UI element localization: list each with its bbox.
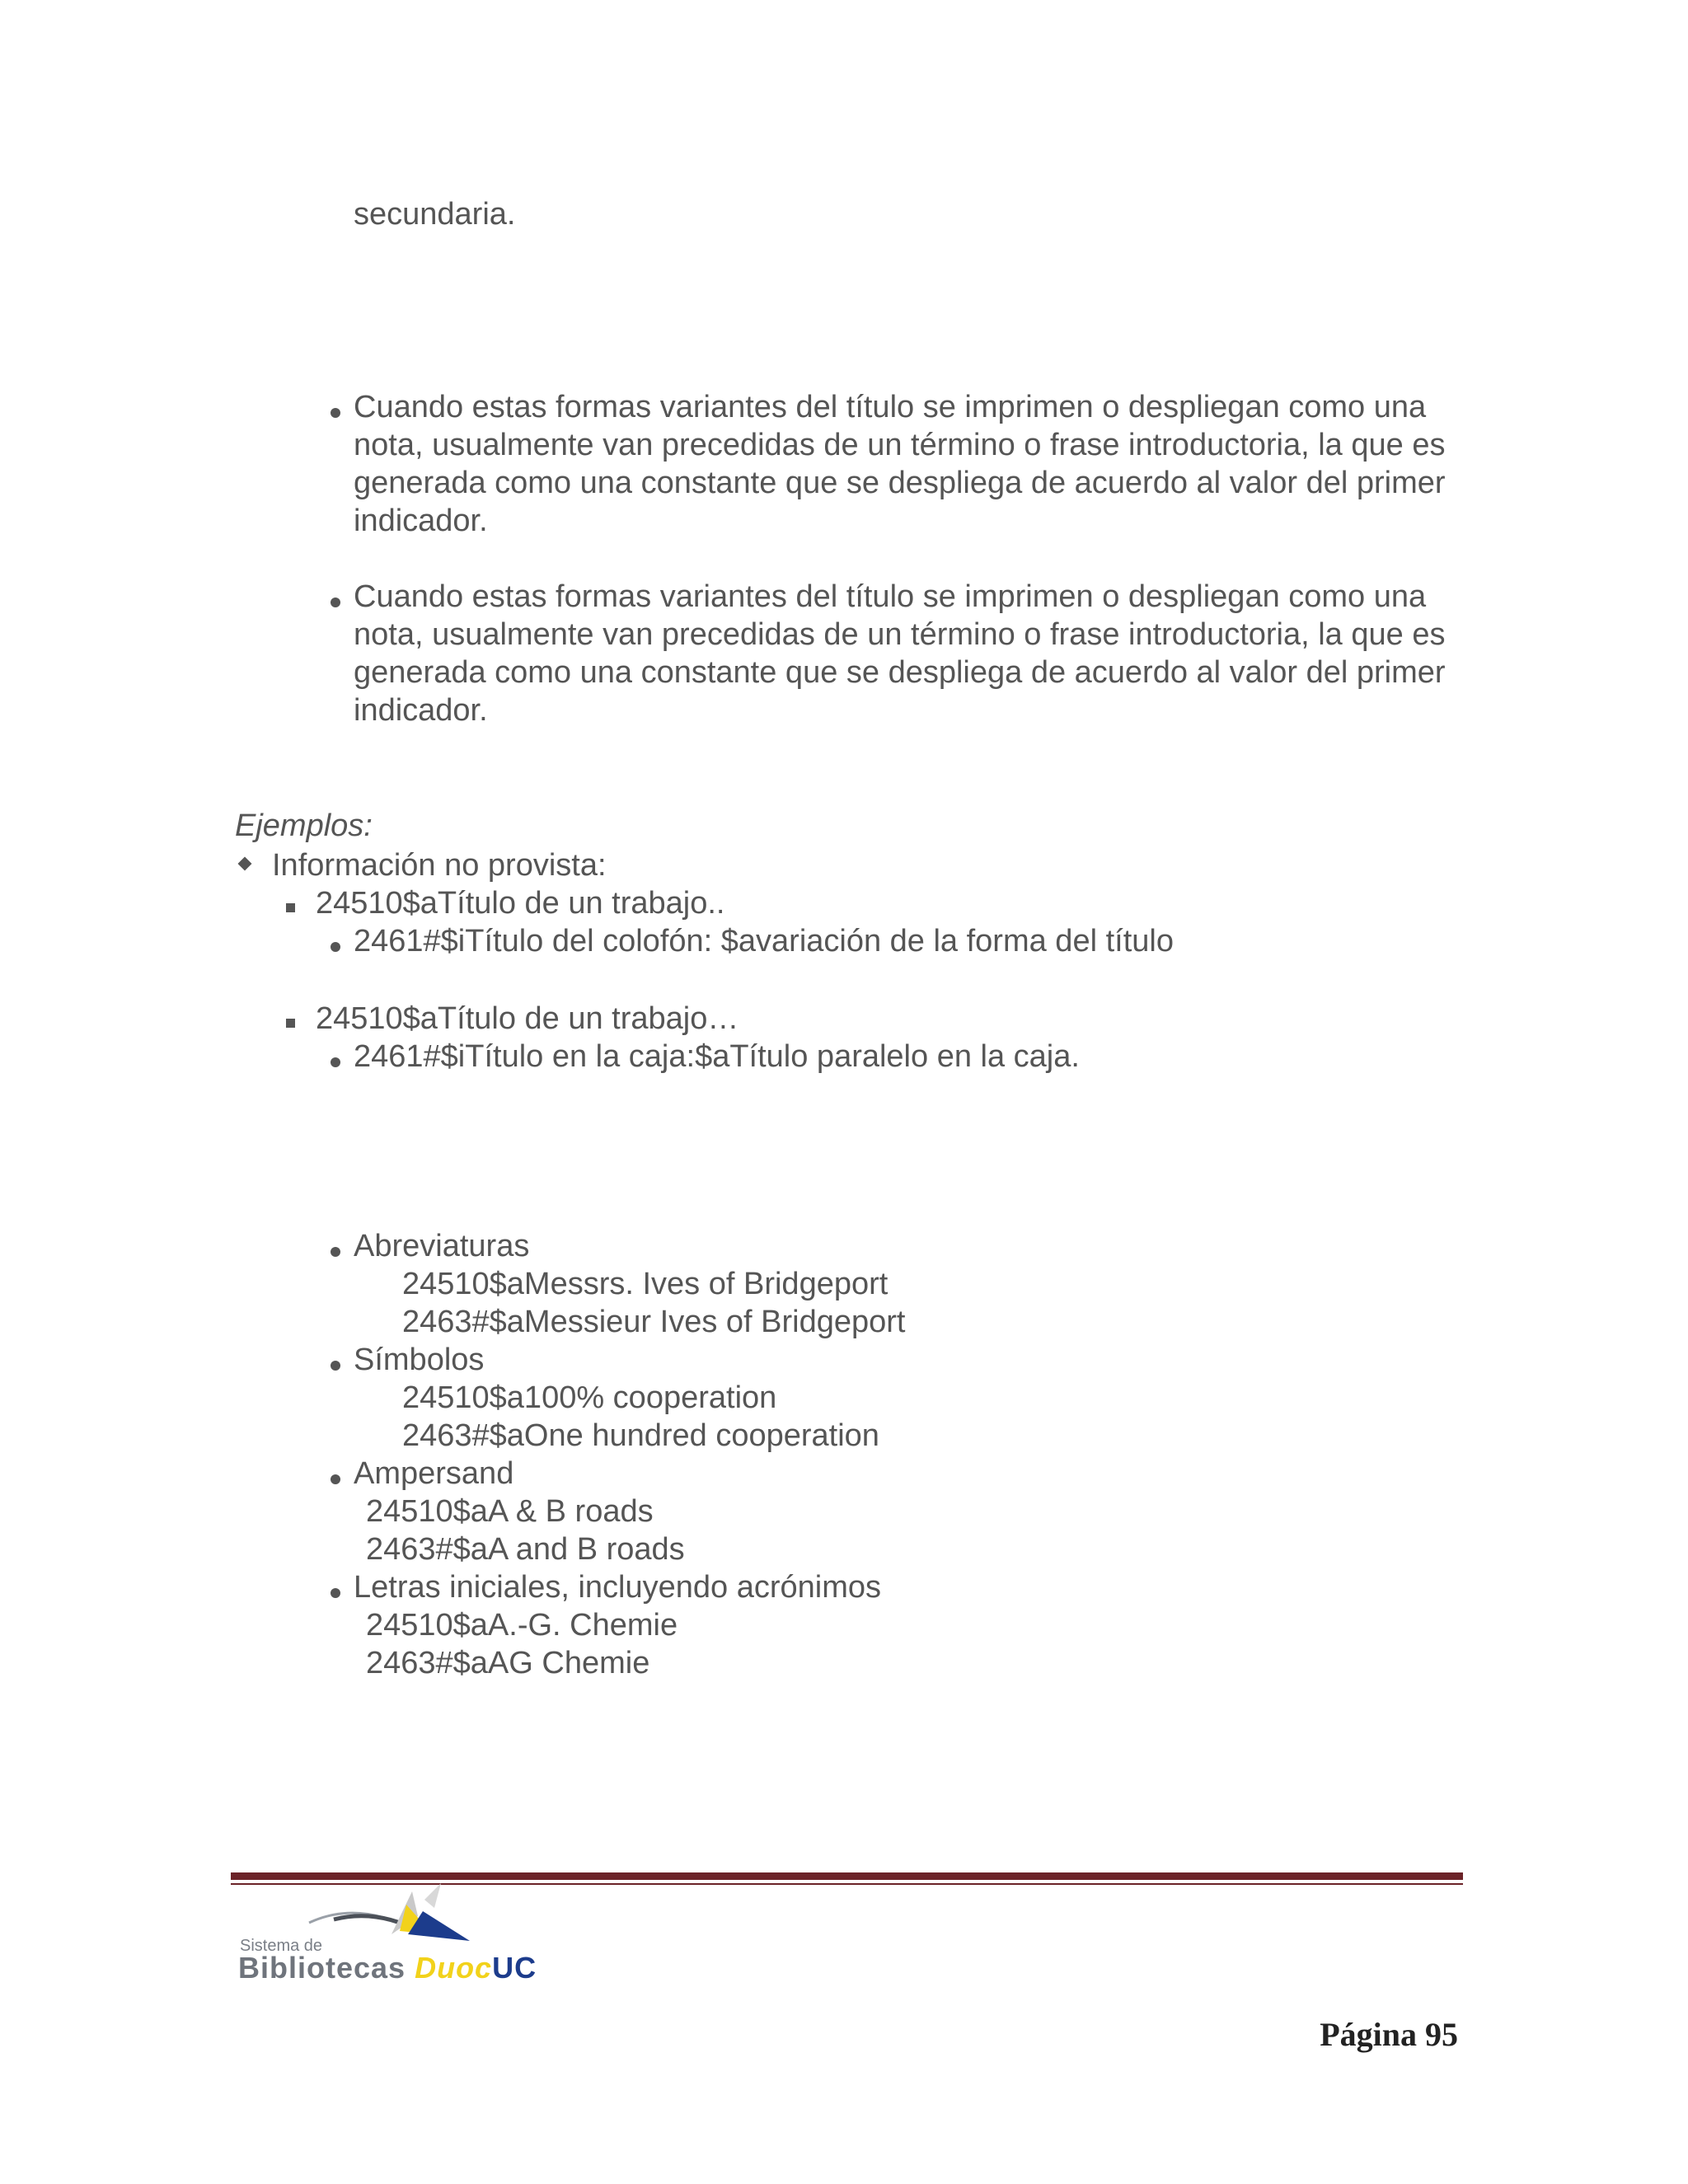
case-line: 24510$aA & B roads [366,1494,654,1529]
case-line: 2463#$aAG Chemie [366,1646,650,1680]
bullet-dot-icon [331,1057,340,1067]
logo-uc: UC [492,1951,537,1985]
case-line: 24510$a100% cooperation [402,1380,777,1415]
case-line: 24510$aA.-G. Chemie [366,1608,678,1643]
bullet-dot-icon [331,1474,340,1484]
case-line: 2463#$aA and B roads [366,1532,685,1567]
case-label: Ampersand [354,1456,514,1491]
bullet-dot-icon [331,1361,340,1371]
example-field: 24510$aTítulo de un trabajo.. [316,886,725,921]
case-label: Símbolos [354,1343,485,1377]
paragraph-1: Cuando estas formas variantes del título se imprimen o despliegan como una nota, usualmente van precedidas de un término o frase introductoria, la que es generada como una constante que se despliega de acuerdo al valor del primer indicador. [354,390,1446,538]
logo-swoosh-icon [301,1883,515,1949]
bullet-dot-icon [331,598,340,607]
case-label: Abreviaturas [354,1229,530,1263]
diamond-bullet-icon [238,857,252,871]
square-bullet-icon [286,903,295,912]
example-subfield: 2461#$iTítulo del colofón: $avariación de la forma del título [354,924,1174,958]
case-line: 24510$aMessrs. Ives of Bridgeport [402,1267,889,1301]
examples-heading: Ejemplos: [235,808,373,843]
bullet-dot-icon [331,1247,340,1257]
continued-text: secundaria. [354,197,516,232]
case-line: 2463#$aOne hundred cooperation [402,1418,879,1453]
page-number: Página 95 [1320,2016,1458,2053]
bullet-dot-icon [331,1588,340,1598]
logo-text-big [238,1951,537,1985]
example-field: 24510$aTítulo de un trabajo… [316,1001,739,1036]
example-subfield: 2461#$iTítulo en la caja:$aTítulo paralelo en la caja. [354,1039,1080,1074]
case-label: Letras iniciales, incluyendo acrónimos [354,1570,881,1605]
logo-bibliotecas: Bibliotecas [238,1951,406,1985]
bullet-dot-icon [331,942,340,952]
paragraph-2: Cuando estas formas variantes del título se imprimen o despliegan como una nota, usualmente van precedidas de un término o frase introductoria, la que es generada como una constante que se despliega de acuerdo al valor del primer indicador. [354,579,1446,728]
case-line: 2463#$aMessieur Ives of Bridgeport [402,1305,906,1339]
logo-text-small: Sistema de [240,1937,323,1955]
bullet-dot-icon [331,408,340,418]
examples-level1: Información no provista: [272,848,607,883]
library-logo [235,1883,581,1985]
square-bullet-icon [286,1019,295,1028]
footer-rule-thick [231,1872,1463,1880]
logo-duoc: Duoc [415,1951,493,1985]
